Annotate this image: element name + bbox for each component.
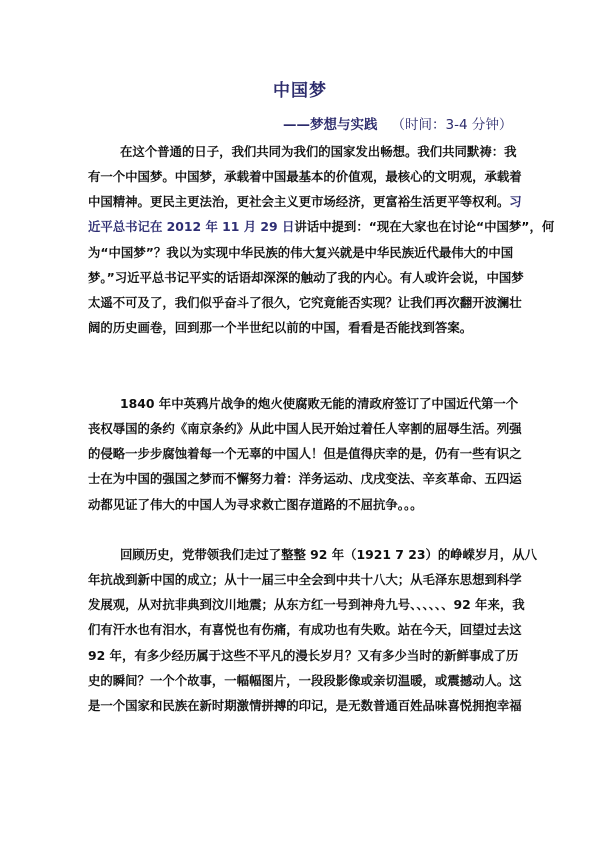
text-segment: 是一个国家和民族在新时期激情拼搏的印记，是无数普通百姓品味喜悦拥抱幸福 [88,697,522,713]
text-segment: 有一个中国梦。中国梦，承载着中国最基本的价值观，最核心的文明观，承载着 [88,169,522,185]
paragraph-3-line [88,595,525,615]
text-segment: 中国精神。更民主更法治，更社会主义更市场经济，更富裕生活更平等权利。 [88,194,510,210]
text-segment: 史的瞬间？一个个故事，一幅幅图片，一段段影像或亲切温暖，或震撼动人。这 [88,672,522,688]
text-segment: 丧权辱国的条约《南京条约》从此中国人民开始过着任人宰割的屈辱生活。列强 [88,421,522,437]
paragraph-1-line [88,167,522,187]
subtitle-text: ——梦想与实践 [283,117,378,133]
text-segment: 为“中国梦”？我以为实现中华民族的伟大复兴就是中华民族近代最伟大的中国 [88,244,514,260]
paragraph-2-line [120,394,518,414]
paragraph-1-line [88,293,522,313]
document-title: 中国梦 [273,81,327,101]
paragraph-2-line [88,469,522,489]
text-segment: 发展观，从对抗非典到汶川地震；从东方红一号到神舟九号、、、、、、92 年来，我 [88,597,525,613]
paragraph-2-line [88,495,518,515]
paragraph-2-line [88,419,522,439]
text-segment: 年抗战到新中国的成立；从十一届三中全会到中共十八大；从毛泽东思想到科学 [88,572,522,588]
time-note: （时间：3-4 分钟） [391,117,513,133]
text-segment: 梦。”习近平总书记平实的话语却深深的触动了我的内心。有人或许会说，中国梦 [88,269,524,285]
paragraph-1-line [88,318,518,338]
paragraph-1-line [88,192,522,212]
text-segment: 们有汗水也有泪水，有喜悦也有伤痛，有成功也有失败。站在今天，回望过去这 [88,622,522,638]
paragraph-3-line [120,545,538,565]
paragraph-1-line [88,217,555,237]
paragraph-2-line [88,444,522,464]
text-segment: 太遥不可及了，我们似乎奋斗了很久，它究竟能否实现？让我们再次翻开波澜壮 [88,294,522,310]
text-segment: 士在为中国的强国之梦而不懈努力着：洋务运动、戊戌变法、辛亥革命、五四运 [88,471,522,487]
highlighted-text: 习 [509,194,522,210]
paragraph-3-line [88,671,522,691]
highlighted-text: 近平总书记在 2012 年 11 月 29 日 [88,219,295,235]
paragraph-3-line [88,570,522,590]
paragraph-3-line [88,696,522,716]
text-segment: 阔的历史画卷，回到那一个半世纪以前的中国，看看是否能找到答案。 [88,320,473,336]
document-subtitle [283,113,512,133]
text-segment: 92 年，有多少经历属于这些不平凡的漫长岁月？又有多少当时的新鲜事成了历 [88,647,519,663]
text-segment: 的侵略一步步腐蚀着每一个无辜的中国人！但是值得庆幸的是，仍有一些有识之 [88,446,522,462]
paragraph-3-line [88,620,522,640]
paragraph-1-line [120,142,518,162]
paragraph-1-line [88,243,518,263]
paragraph-3-line [88,646,518,666]
text-segment: 回顾历史，党带领我们走过了整整 92 年（1921 7 23）的峥嵘岁月，从八 [120,547,538,562]
text-segment: 在这个普通的日子，我们共同为我们的国家发出畅想。我们共同默祷：我 [120,144,517,159]
paragraph-1-line [88,268,524,288]
text-segment: 动都见证了伟大的中国人为寻求救亡图存道路的不屈抗争。。。 [88,496,423,512]
text-segment: 1840 年中英鸦片战争的炮火使腐败无能的清政府签订了中国近代第一个 [120,396,519,411]
text-segment: 讲话中提到：“现在大家也在讨论“中国梦”，何 [294,219,555,235]
